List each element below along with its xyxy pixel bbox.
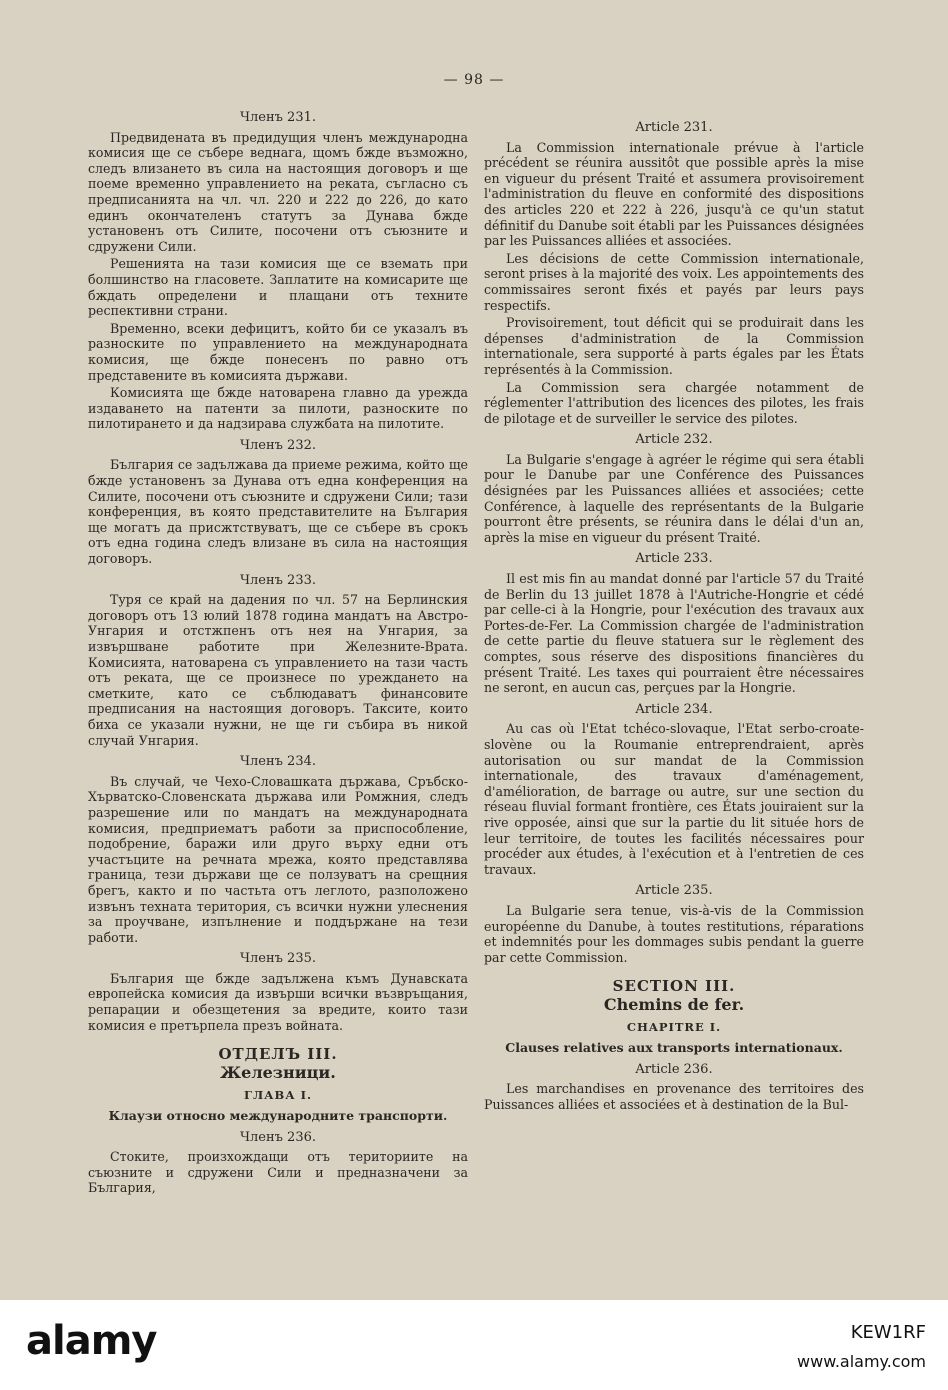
page-number: — 98 —	[443, 72, 505, 88]
section-title: ОТДЕЛЪ III.	[218, 1045, 338, 1064]
article-233-fr	[484, 551, 864, 695]
chapter-title: ГЛАВА I.	[244, 1088, 312, 1103]
article-paragraph: La Commission internationale prévue à l'article précédent se réunira aussitôt que possible après la mise en vigueur du présent Traité et assumera provisoirement l'administration du fleuve en conformité des dispositions des articles 220 et 222 à 226, jusqu'à ce qu'un statut définitif du Danube soit établi par les Puissances désignées par les Puissances alliées et associées.	[484, 139, 864, 249]
article-paragraph: Стоките, произхождащи отъ териториите на съюзните и сдружени Сили и предназначени за България,	[88, 1149, 468, 1196]
article-paragraph: Комисията ще бжде натоварена главно да урежда издаването на патенти за пилоти, разноските по пилотирането и да надзирава службата на пилотите.	[88, 385, 468, 432]
article-235-fr	[484, 883, 864, 965]
article-231-bg	[88, 110, 468, 432]
french-column	[484, 114, 864, 1114]
article-paragraph: Les décisions de cette Commission internationale, seront prises à la majorité des voix. Les appointements des commissaires seront fixés et payés par leurs pays respectifs.	[484, 250, 864, 313]
article-paragraph: Il est mis fin au mandat donné par l'article 57 du Traité de Berlin du 13 juillet 1878 à l'Autriche-Hongrie et cédé par celle-ci à la Hongrie, pour l'exécution des travaux aux Portes-de-Fer. La Commission chargée de l'administration de cette partie du fleuve statuera sur le règlement des comptes, sous réserve des dispositions financières du présent Traité. Les taxes qui pourraient être nécessaires ne seront, en aucun cas, perçues par la Hongrie.	[484, 571, 864, 696]
bulgarian-column	[88, 104, 468, 1198]
watermark-url: www.alamy.com	[797, 1352, 926, 1371]
article-heading: Членъ 236.	[239, 1129, 316, 1145]
article-234-fr	[484, 702, 864, 878]
section-subtitle: Железници.	[220, 1062, 336, 1082]
article-paragraph: Les marchandises en provenance des territoires des Puissances alliées et associées et à destination de la Bul-	[484, 1081, 864, 1112]
image-id: KEW1RF	[850, 1322, 926, 1343]
article-231-fr	[484, 120, 864, 426]
chapter-subtitle: Клаузи относно международните транспорти.	[108, 1108, 448, 1124]
section-title: SECTION III.	[612, 977, 736, 996]
article-235-bg	[88, 951, 468, 1033]
article-paragraph: Временно, всеки дефицитъ, който би се указалъ въ разноските по управлението на международната комисия, ще бжде понесенъ по равно отъ представените въ комисията държави.	[88, 320, 468, 383]
article-heading: Членъ 231.	[239, 110, 316, 125]
chapter-title: CHAPITRE I.	[626, 1020, 722, 1035]
article-heading: Article 234.	[635, 701, 713, 717]
article-heading: Article 236.	[635, 1061, 713, 1077]
article-paragraph: Туря се край на дадения по чл. 57 на Берлинския договоръ отъ 13 юлий 1878 година мандатъ на Австро-Унгария и отстжпенъ отъ нея на Унгария, за извършване работите при Железните-Врата. Комисията, натоварена съ управлението на тази часть отъ реката, ще се произнесе по уреждането на сметките, като се съблюдаватъ финансовите предписания на настоящия договоръ. Таксите, които биха се указали нужни, не ще ги събира въ никой случай Унгария.	[88, 592, 468, 748]
article-232-fr	[484, 432, 864, 545]
article-233-bg	[88, 573, 468, 749]
article-paragraph: La Commission sera chargée notamment de réglementer l'attribution des licences des pilotes, les frais de pilotage et de surveiller le service des pilotes.	[484, 379, 864, 426]
article-paragraph: България ще бжде задължена къмъ Дунавската европейска комисия да извърши всички възвръщания, репарации и обезщетения за вредите, които тази комисия е претърпела презъ войната.	[88, 970, 468, 1033]
article-heading: Членъ 233.	[239, 572, 316, 588]
article-heading: Членъ 232.	[239, 437, 316, 453]
article-paragraph: Au cas où l'Etat tchéco-slovaque, l'Etat serbo-croate-slovène ou la Roumanie entreprendraient, après autorisation ou sur mandat de la Commission internationale, des travaux d'aménagement, d'amélioration, de barrage ou autre, sur une section du réseau fluvial formant frontière, ces États jouiraient sur la rive opposée, ainsi que sur la partie du lit située hors de leur territoire, de toutes les facilités nécessaires pour procéder aux études, à l'exécution et à l'entretien de ces travaux.	[484, 721, 864, 877]
alamy-logo: alamy	[26, 1318, 157, 1364]
article-heading: Article 235.	[635, 883, 713, 899]
chapter-subtitle: Clauses relatives aux transports internationaux.	[505, 1040, 843, 1056]
article-paragraph: България се задължава да приеме режима, който ще бжде установенъ за Дунава отъ една конференция на Силите, посочени отъ съюзните и сдружени Сили; тази конференция, въ която представителите на България ще могатъ да присжтствуватъ, ще се събере въ срокъ отъ една година следъ влизане въ сила на настоящия договоръ.	[88, 457, 468, 567]
article-232-bg	[88, 438, 468, 567]
article-paragraph: Предвидената въ предидущия членъ международна комисия ще се събере веднага, щомъ бжде възможно, следъ влизането въ сила на настоящия договоръ и ще поеме временно управлението на реката, съгласно съ предписанията на чл. чл. 220 и 222 до 226, до като единъ окончателенъ статутъ за Дунава бжде установенъ отъ Силите, посочени отъ съюзните и сдружени Сили.	[88, 129, 468, 254]
watermark-bar	[0, 1300, 948, 1390]
article-heading: Article 232.	[635, 432, 713, 448]
article-234-bg	[88, 754, 468, 945]
article-paragraph: Решенията на тази комисия ще се вземать при болшинство на гласовете. Заплатите на комисарите ще бждать определени и плащани отъ техните респективни страни.	[88, 256, 468, 319]
article-heading: Article 233.	[635, 551, 713, 567]
article-paragraph: La Bulgarie sera tenue, vis-à-vis de la Commission européenne du Danube, à toutes restitutions, réparations et indemnités pour les dommages subis pendant la guerre par cette Commission.	[484, 902, 864, 965]
article-paragraph: La Bulgarie s'engage à agréer le régime qui sera établi pour le Danube par une Conférence des Puissances désignées par les Puissances alliées et associées; cette Conférence, à laquelle des représentants de la Bulgarie pourront être présents, se réunira dans le délai d'un an, après la mise en vigueur du présent Traité.	[484, 451, 864, 545]
article-heading: Членъ 234.	[239, 754, 316, 770]
article-paragraph: Въ случай, че Чехо-Словашката държава, Сръбско-Хърватско-Словенската държава или Ромжния, следъ разрешение или по мандатъ на международната комисия, предприематъ работи за приспособление, подобрение, баражи или друго върху едни отъ участъците на речната мрежа, която представлява граница, тези държави ще се ползуватъ на срещния брегъ, както и по частьта отъ леглото, разположено извънъ техната територия, съ всички нужни улеснения за проучване, изпълнение и поддържане на тези работи.	[88, 773, 468, 945]
section-subtitle: Chemins de fer.	[603, 994, 745, 1014]
article-paragraph: Provisoirement, tout déficit qui se produirait dans les dépenses d'administration de la Commission internationale, sera supporté à parts égales par les États représentés à la Commission.	[484, 315, 864, 377]
article-heading: Article 231.	[635, 120, 713, 135]
article-heading: Членъ 235.	[239, 951, 316, 967]
